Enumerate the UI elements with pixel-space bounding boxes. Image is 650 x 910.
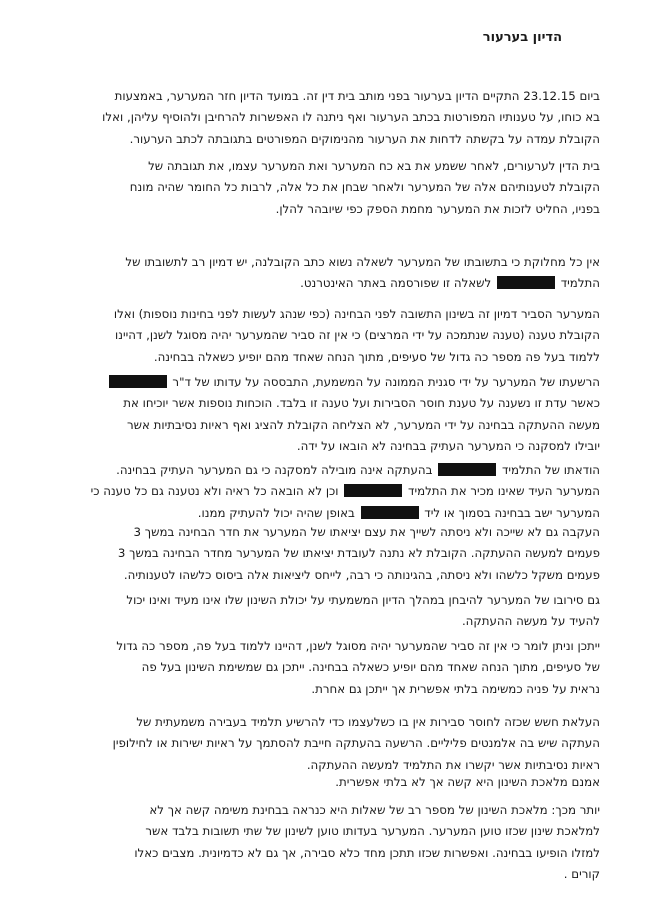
- paragraph: [48, 304, 600, 368]
- paragraph-line: המערער הסביר דמיון זה בשינון התשובה לפני הבחינה (כפי שנהג לעשות לפני בחינות נוספות) ואלו: [113, 307, 600, 321]
- page-title: הדיון בערעור: [482, 30, 562, 45]
- paragraph-line: הרשעתו של המערער על ידי סגנית הממונה על המשמעת, התבססה על עדותו של ד"ר: [48, 372, 600, 393]
- paragraph-line: אמנם מלאכת השינון היא קשה אך לא בלתי אפשרית.: [335, 775, 600, 789]
- paragraph: [48, 636, 600, 700]
- paragraph-line: ביום 23.12.15 התקיים הדיון בערעור בפני מותב בית דין זה. במועד הדיון חזר המערער, באמצעות: [114, 89, 600, 103]
- paragraph-line: של סעיפים, מתוך הנחה שאחד מהם יופיע כשאלה בבחינה. ייתכן גם שמשימת השינון בעל פה: [141, 660, 600, 675]
- paragraph-line: העתקה שיש בה אלמנטים פליליים. הרשעה בהעתקה חייבת להסתמך על ראיות ישירות או לחילופין: [112, 736, 600, 751]
- paragraph-line: יובילו למסקנה כי המערער העתיק בבחינה לא הובאו על ידה.: [296, 438, 600, 453]
- paragraph-line: למלאכת שינון שכזו טוען המערער. המערער בעדותו טוען לשינון של שתי תשובות בלבד אשר: [145, 824, 600, 839]
- paragraph-line: העקבה גם לא שייכה ולא ניסתה לשייך את עצם יציאתו של המערער את חדר הבחינה במשך 3: [133, 525, 600, 539]
- paragraph-line: קורים .: [563, 866, 600, 881]
- paragraph-line: התלמיד לשאלה זו שפורסמה באתר האינטרנט.: [300, 276, 600, 291]
- paragraph-line: הקובלת טענה (טענה שנתמכה על ידי המרצים) כי אין זה סביר שהמערער יהיה מסוגל לשנן, דהיינו: [115, 328, 600, 343]
- paragraph-line: בא כוחו, על טענותיו המפורטות בכתב הערעור ואף ניתנה לו האפשרות להרחיבן ולהוסיף עליהן, ואלו: [102, 110, 600, 125]
- paragraph: [48, 772, 600, 793]
- redaction-box: [438, 463, 496, 476]
- paragraph-line: להעיד על מעשה ההעתקה.: [461, 614, 600, 629]
- paragraph: [48, 712, 600, 776]
- redaction-box: [361, 506, 419, 519]
- paragraph: [48, 522, 600, 586]
- redaction-box: [497, 276, 555, 289]
- paragraph-line: המערער העיד שאינו מכיר את התלמיד וכן לא הובאה כל ראיה ולא נטענה גם כל טענה כי: [90, 484, 600, 499]
- paragraph-line: בית הדין לערעורים, לאחר ששמע את בא כח המערער ואת המערער עצמו, את תגובתה של: [148, 159, 600, 173]
- paragraph-line: ראיות נסיבתיות אשר יקשרו את התלמיד למעשה ההעתקה.: [306, 757, 600, 772]
- redaction-box: [109, 375, 167, 388]
- paragraph-line: ללמוד בעל פה מספר כה גדול של סעיפים, מתוך הנחה שאחד מהם יופיע כשאלה בבחינה.: [153, 349, 600, 364]
- paragraph-line: ייתכן וניתן לומר כי אין זה סביר שהמערער יהיה מסוגל לשנן, דהיינו ללמוד בעל פה, מספר כה גדול: [116, 639, 600, 653]
- paragraph-line: הקובלת עמדה על בקשתה לדחות את הערעור מהנימוקים המפורטים בתגובתה לכתב הערעור.: [129, 131, 600, 146]
- paragraph: [48, 800, 600, 885]
- paragraph-line: הודאתו של התלמיד בהעתקה אינה מובילה למסקנה כי גם המערער העתיק בבחינה.: [116, 463, 600, 477]
- paragraph-line: אין כל מחלוקת כי בתשובתו של המערער לשאלה נשוא כתב הקובלנה, יש דמיון רב לתשובתו של: [125, 255, 600, 269]
- paragraph-line: נראית על פניה כמשימה בלתי אפשרית אך ייתכן גם אחרת.: [311, 681, 600, 696]
- paragraph-line: פעמים משקל כלשהו ולא ניסתה, בהגינותה כי רבה, לייחס ליציאות אלה ביסוס כלשהו לטענותיה.: [123, 567, 600, 582]
- paragraph-line: המערער ישב בבחינה בסמוך או ליד באופן שהיה יכול להעתיק ממנו.: [197, 505, 600, 520]
- paragraph-line: למזלו הופיעו בבחינה. ואפשרות שכזו תתכן מחד כלא סבירה, אך גם לא כדמיונית. מצבים כאלו: [134, 845, 600, 860]
- paragraph: [48, 372, 600, 457]
- redaction-box: [344, 484, 402, 497]
- paragraph-line: יותר מכך: מלאכת השינון של מספר רב של שאלות היא כנראה בבחינת משימה קשה אך לא: [149, 803, 600, 817]
- paragraph-line: גם סירובו של המערער להיבחן במהלך הדיון המשמעתי על יכולת השינון שלו אינו מעיד ואינו יכול: [126, 593, 600, 607]
- paragraph: [48, 156, 600, 220]
- paragraph-line: כאשר עדת זו נשענה על טענת חוסר הסבירות ועל טענה זו בלבד. הוכחות נוספות אשר יוכיחו את: [123, 396, 600, 411]
- paragraph-line: העלאת חשש שכזה לחוסר סבירות אין בו כשלעצמו כדי להרשיע תלמיד בעבירה משמעתית של: [136, 715, 600, 729]
- paragraph-line: הקובלת לטענותיהם אלה של המערער ולאחר שבחן את כל אלה, לרבות כל החומר שהיה מונח: [129, 180, 600, 195]
- paragraph-line: בפניו, החליט לזכות את המערער מחמת הספק כפי שיובהר להלן.: [275, 201, 600, 216]
- paragraph: [48, 86, 600, 150]
- paragraph-line: פעמים למעשה ההעתקה. הקובלת לא נתנה לעובדת יציאתו של המערער מחדר הבחינה במשך 3: [117, 546, 600, 561]
- paragraph: [48, 590, 600, 633]
- paragraph-line: מעשה ההעתקה בבחינה על ידי המערער, לא הצליחה הקובלת להציג ואף ראיות נסיבתיות אשר: [126, 417, 600, 432]
- paragraph: [48, 252, 600, 295]
- paragraph: [48, 460, 600, 524]
